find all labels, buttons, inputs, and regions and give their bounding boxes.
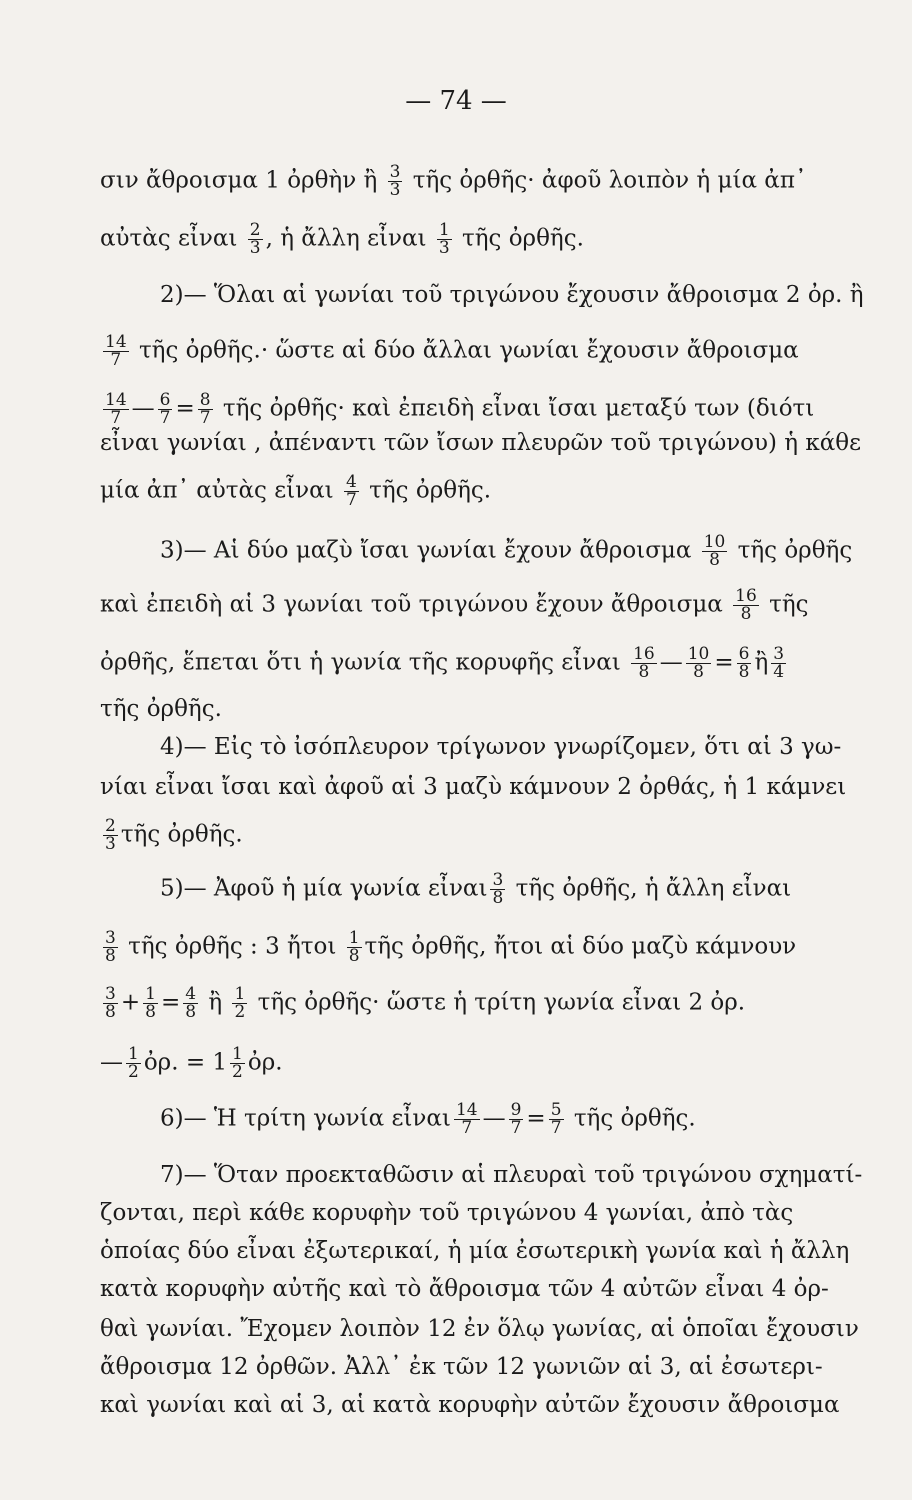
text-segment: θαὶ γωνίαι. Ἔχομεν λοιπὸν 12 ἐν ὅλῳ γωνίας, αἱ ὁποῖαι ἔχουσιν (100, 1316, 859, 1342)
numerator: 14 (105, 332, 127, 352)
numerator: 3 (492, 870, 504, 890)
numerator: 4 (346, 472, 357, 492)
denominator: 8 (631, 663, 657, 681)
fraction (702, 534, 728, 569)
text-segment: τῆς ὀρθῆς· ἀφοῦ λοιπὸν ἡ μία ἀπ᾿ (412, 167, 807, 194)
text-segment: εἶναι γωνίαι , ἀπέναντι τῶν ἴσων πλευρῶν τοῦ τριγώνου) ἡ κάθε (100, 430, 862, 456)
numerator: 10 (703, 532, 726, 552)
numerator: 2 (249, 220, 261, 240)
text-line (160, 1102, 880, 1137)
text-segment: = (526, 1105, 546, 1132)
numerator: 9 (510, 1100, 522, 1120)
fraction (158, 392, 173, 427)
fraction (344, 474, 359, 509)
numerator: 14 (105, 390, 127, 410)
text-segment: = (160, 989, 181, 1016)
text-line (100, 334, 880, 369)
numerator: 16 (735, 586, 757, 606)
denominator: 7 (103, 409, 129, 427)
fraction (143, 986, 158, 1021)
fraction (631, 646, 657, 681)
text-segment: τῆς ὀρθῆς· ὥστε ἡ τρίτη γωνία εἶναι 2 ὀρ. (257, 989, 746, 1016)
fraction (771, 646, 786, 681)
text-segment: τῆς ὀρθῆς, ἡ ἄλλη εἶναι (515, 875, 792, 902)
denominator: 8 (145, 1002, 156, 1022)
denominator: 7 (103, 351, 129, 369)
text-segment: 6)— Ἡ τρίτη γωνία εἶναι (160, 1105, 451, 1132)
text-segment: ὀρ. (247, 1049, 283, 1076)
text-line (100, 428, 880, 458)
text-line (100, 646, 880, 681)
numerator: 1 (145, 984, 156, 1004)
numerator: 5 (550, 1100, 562, 1120)
text-segment: — (100, 1049, 123, 1076)
text-segment: 7)— Ὅταν προεκταθῶσιν αἱ πλευραὶ τοῦ τριγώνου σχηματί- (160, 1162, 863, 1188)
denominator: 8 (105, 1002, 116, 1022)
denominator: 7 (510, 1118, 522, 1138)
fraction (103, 392, 129, 427)
fraction (103, 986, 118, 1021)
text-segment: ἢ (754, 649, 769, 676)
text-segment: τῆς (769, 591, 809, 618)
denominator: 8 (348, 946, 360, 966)
denominator: 7 (454, 1119, 480, 1137)
text-line (100, 1198, 880, 1228)
text-segment: τῆς ὀρθῆς.· ὥστε αἱ δύο ἄλλαι γωνίαι ἔχουσιν ἄθροισμα (138, 337, 799, 364)
page-number: — 74 — (405, 86, 507, 116)
numerator: 1 (232, 1044, 243, 1064)
denominator: 2 (234, 1002, 246, 1022)
denominator: 4 (773, 662, 785, 682)
text-line (100, 474, 880, 509)
text-segment: τῆς ὀρθῆς· καὶ ἐπειδὴ εἶναι ἴσαι μεταξύ των (διότι (222, 395, 815, 422)
numerator: 1 (128, 1044, 139, 1064)
text-segment: καὶ ἐπειδὴ αἱ 3 γωνίαι τοῦ τριγώνου ἔχουν ἄθροισμα (100, 591, 723, 618)
denominator: 8 (733, 605, 759, 623)
fraction (686, 646, 712, 681)
fraction (103, 818, 118, 853)
fraction (347, 930, 362, 965)
text-segment: τῆς ὀρθῆς : 3 ἤτοι (128, 933, 337, 960)
text-segment: — (482, 1105, 506, 1132)
denominator: 8 (105, 946, 116, 966)
text-segment: τῆς ὀρθῆς. (369, 477, 492, 504)
text-segment: 3)— Αἱ δύο μαζὺ ἴσαι γωνίαι ἔχουν ἄθροισμα (160, 537, 692, 564)
text-segment: τῆς ὀρθῆς (737, 537, 853, 564)
text-line (160, 280, 880, 310)
denominator: 3 (105, 834, 116, 854)
denominator: 7 (550, 1118, 562, 1138)
text-line (100, 1236, 880, 1266)
text-segment: = (714, 649, 734, 676)
text-segment: μία ἀπ᾿ αὐτὰς εἶναι (100, 477, 334, 504)
numerator: 14 (455, 1100, 478, 1120)
denominator: 8 (686, 663, 712, 681)
fraction (232, 986, 247, 1021)
fraction (490, 872, 505, 907)
text-segment: τῆς ὀρθῆς, ἤτοι αἱ δύο μαζὺ κάμνουν (364, 933, 797, 960)
text-line (100, 818, 880, 853)
text-segment: ὀρ. = 1 (143, 1049, 228, 1076)
fraction (230, 1046, 245, 1081)
text-line (160, 732, 880, 762)
fraction (103, 334, 129, 369)
text-segment: — (131, 395, 155, 422)
text-line (100, 1046, 880, 1081)
text-line (100, 222, 880, 257)
text-segment: ὀρθῆς, ἕπεται ὅτι ἡ γωνία τῆς κορυφῆς εἶναι (100, 649, 621, 676)
text-segment: , ἡ ἄλλη εἶναι (265, 225, 427, 252)
denominator: 2 (232, 1062, 243, 1082)
text-segment: — (659, 649, 683, 676)
numerator: 3 (105, 928, 116, 948)
fraction (198, 392, 213, 427)
text-segment: αὐτὰς εἶναι (100, 225, 238, 252)
text-line (100, 772, 880, 802)
text-segment: τῆς ὀρθῆς. (120, 821, 243, 848)
text-segment: νίαι εἶναι ἴσαι καὶ ἀφοῦ αἱ 3 μαζὺ κάμνουν 2 ὀρθάς, ἡ 1 κάμνει (100, 774, 847, 800)
denominator: 8 (185, 1002, 197, 1022)
text-segment: σιν ἄθροισμα 1 ὀρθὴν ἢ (100, 167, 378, 194)
fraction (103, 930, 118, 965)
numerator: 3 (773, 644, 785, 664)
numerator: 6 (159, 390, 171, 410)
text-segment: ἢ (208, 989, 223, 1016)
text-line (100, 930, 880, 965)
text-segment: κατὰ κορυφὴν αὐτῆς καὶ τὸ ἄθροισμα τῶν 4 αὐτῶν εἶναι 4 ὀρ- (100, 1276, 829, 1302)
denominator: 3 (438, 238, 450, 258)
text-line (100, 1352, 880, 1382)
text-line (100, 588, 880, 623)
text-line (160, 872, 880, 907)
text-line (100, 392, 880, 427)
denominator: 8 (702, 551, 728, 569)
denominator: 7 (159, 408, 171, 428)
text-segment: ὁποίας δύο εἶναι ἐξωτερικαί, ἡ μία ἐσωτερικὴ γωνία καὶ ἡ ἄλλη (100, 1238, 850, 1264)
numerator: 10 (687, 644, 710, 664)
text-line (100, 694, 880, 724)
fraction (183, 986, 198, 1021)
text-line (100, 1390, 880, 1420)
denominator: 2 (128, 1062, 139, 1082)
fraction (454, 1102, 480, 1137)
numerator: 2 (105, 816, 116, 836)
text-line (100, 1274, 880, 1304)
fraction (509, 1102, 524, 1137)
numerator: 3 (105, 984, 116, 1004)
text-segment: 2)— Ὅλαι αἱ γωνίαι τοῦ τριγώνου ἔχουσιν ἄθροισμα 2 ὀρ. ἢ (160, 282, 864, 308)
text-segment: 5)— Ἀφοῦ ἡ μία γωνία εἶναι (160, 875, 488, 902)
fraction (733, 588, 759, 623)
text-line (100, 986, 880, 1021)
numerator: 16 (633, 644, 655, 664)
numerator: 4 (185, 984, 197, 1004)
fraction (126, 1046, 141, 1081)
numerator: 6 (738, 644, 750, 664)
fraction (549, 1102, 564, 1137)
fraction (248, 222, 263, 257)
text-segment: τῆς ὀρθῆς. (573, 1105, 696, 1132)
fraction (737, 646, 752, 681)
text-line (100, 164, 880, 199)
text-segment: καὶ γωνίαι καὶ αἱ 3, αἱ κατὰ κορυφὴν αὐτῶν ἔχουσιν ἄθροισμα (100, 1392, 840, 1418)
fraction (437, 222, 452, 257)
text-line (100, 1314, 880, 1344)
text-segment: + (120, 989, 141, 1016)
numerator: 1 (234, 984, 246, 1004)
numerator: 3 (389, 162, 401, 182)
text-segment: = (175, 395, 195, 422)
denominator: 7 (199, 408, 211, 428)
denominator: 8 (738, 662, 750, 682)
text-line (160, 534, 880, 569)
denominator: 7 (346, 490, 357, 510)
denominator: 3 (389, 180, 401, 200)
fraction (388, 164, 403, 199)
text-segment: τῆς ὀρθῆς. (100, 696, 222, 722)
text-line (160, 1160, 880, 1190)
denominator: 8 (492, 888, 504, 908)
text-segment: ζονται, περὶ κάθε κορυφὴν τοῦ τριγώνου 4 γωνίαι, ἀπὸ τὰς (100, 1200, 794, 1226)
text-segment: ἄθροισμα 12 ὀρθῶν. Ἀλλ᾿ ἐκ τῶν 12 γωνιῶν αἱ 3, αἱ ἐσωτερι- (100, 1354, 823, 1380)
numerator: 1 (438, 220, 450, 240)
numerator: 8 (199, 390, 211, 410)
text-segment: τῆς ὀρθῆς. (462, 225, 584, 252)
denominator: 3 (249, 238, 261, 258)
numerator: 1 (348, 928, 360, 948)
text-segment: 4)— Εἰς τὸ ἰσόπλευρον τρίγωνον γνωρίζομεν, ὅτι αἱ 3 γω- (160, 734, 842, 760)
